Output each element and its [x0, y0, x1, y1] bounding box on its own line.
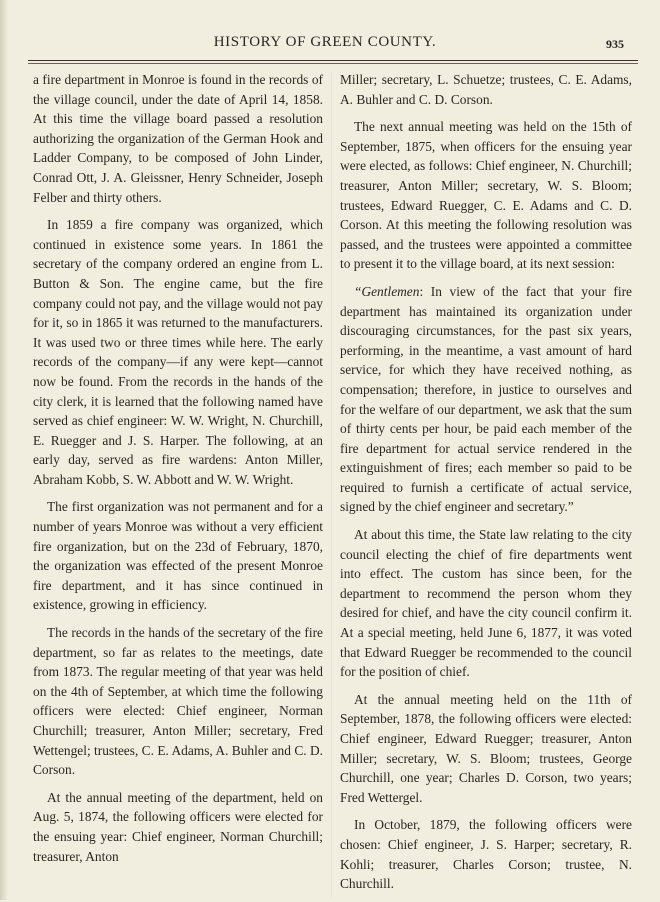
paragraph: The next annual meeting was held on the 15th of September, 1875, when officers for the ensuing year were elected, as follows: Chief engineer, N. Churchill; treasurer, Anton Miller; secretary, W. S. Bloom; trustees, Edward Ruegger, C. E. Adams and C. D. Corson. At this meeting the following resolution was passed, and the trustees were appointed a committee to present it to the village board, at its next session: — [340, 119, 632, 272]
header-rule — [28, 60, 638, 61]
paragraph: In October, 1879, the following officers were chosen: Chief engineer, J. S. Harper; secretary, R. Kohli; treasurer, Charles Corson; trustee, N. Churchill. — [340, 817, 632, 892]
column-gutter — [331, 72, 332, 898]
header-rule-thin — [28, 63, 638, 64]
paragraph: The records in the hands of the secretary of the fire department, so far as relates to the meetings, date from 1873. The regular meeting of that year was held on the 4th of September, at which time the following officers were elected: Chief engineer, Norman Churchill; treasurer, Anton Miller; secretary, Fred Wettengel; trustees, C. E. Adams, A. Buhler and C. D. Corson. — [33, 625, 323, 778]
paragraph: In 1859 a fire company was organized, which continued in existence some years. In 1861 the secretary of the company ordered an engine from L. Button & Son. The engine came, but the fire company could not pay, and the village would not pay for it, so in 1865 it was returned to the manufacturers. It was used two or three times while here. The early records of the company—if any were kept—cannot now be found. From the records in the hands of the city clerk, it is learned that the following named have served as chief engineer: W. W. Wright, N. Churchill, E. Ruegger and J. S. Harper. The following, at an early day, served as fire wardens: Anton Miller, Abraham Kobb, S. W. Abbott and W. W. Wright. — [33, 217, 323, 487]
quoted-resolution — [340, 282, 632, 517]
paragraph: At about this time, the State law relating to the city council electing the chief of fire departments went into effect. The custom has since been, for the department to recommend the person whom they desired for chief, and have the city council confirm it. At a special meeting, held June 6, 1877, it was voted that Edward Ruegger be recommended to the council for the position of chief. — [340, 527, 632, 680]
page-header — [0, 32, 660, 56]
paragraph: The first organization was not permanent and for a number of years Monroe was without a very efficient fire organization, but on the 23d of February, 1870, the organization was effected of the present Monroe fire department, and it has since continued in existence, growing in efficiency. — [33, 499, 323, 613]
left-column — [33, 70, 323, 874]
right-column — [340, 70, 632, 902]
paragraph: Miller; secretary, L. Schuetze; trustees, C. E. Adams, A. Buhler and C. D. Corson. — [340, 72, 632, 107]
page-number: 935 — [606, 37, 624, 51]
resolution-text: : In view of the fact that your fire department has maintained its organization under discouraging circumstances, for the past six years, performing, in the meantime, a vast amount of hard service, for which they have received nothing, as compensation; therefore, in justice to ourselves and for the welfare of our department, we ask that the sum of thirty cents per hour, be paid each member of the fire department for actual service rendered in the extinguishment of fires; each member so paid to be required to furnish a certificate of actual service, signed by the chief engineer and secretary.” — [340, 283, 632, 515]
paragraph: At the annual meeting held on the 11th of September, 1878, the following officers were elected: Chief engineer, Edward Ruegger; treasurer, Anton Miller; secretary, W. S. Bloom; trustees, George Churchill, one year; Charles D. Corson, two years; Fred Wettergel. — [340, 691, 632, 805]
running-title: HISTORY OF GREEN COUNTY. — [213, 34, 437, 50]
page-edge-shadow — [0, 0, 8, 900]
salutation: “Gentlemen — [354, 283, 420, 299]
paragraph: a fire department in Monroe is found in the records of the village council, under the date of April 14, 1858. At this time the village board passed a resolution authorizing the organization of the German Hook and Ladder Company, to be composed of John Linder, Conrad Ott, J. A. Gleissner, Henry Schneider, Joseph Felber and thirty others. — [33, 72, 323, 205]
paragraph: At the annual meeting of the department, held on Aug. 5, 1874, the following officers were elected for the ensuing year: Chief engineer, Norman Churchill; treasurer, Anton — [33, 789, 323, 864]
